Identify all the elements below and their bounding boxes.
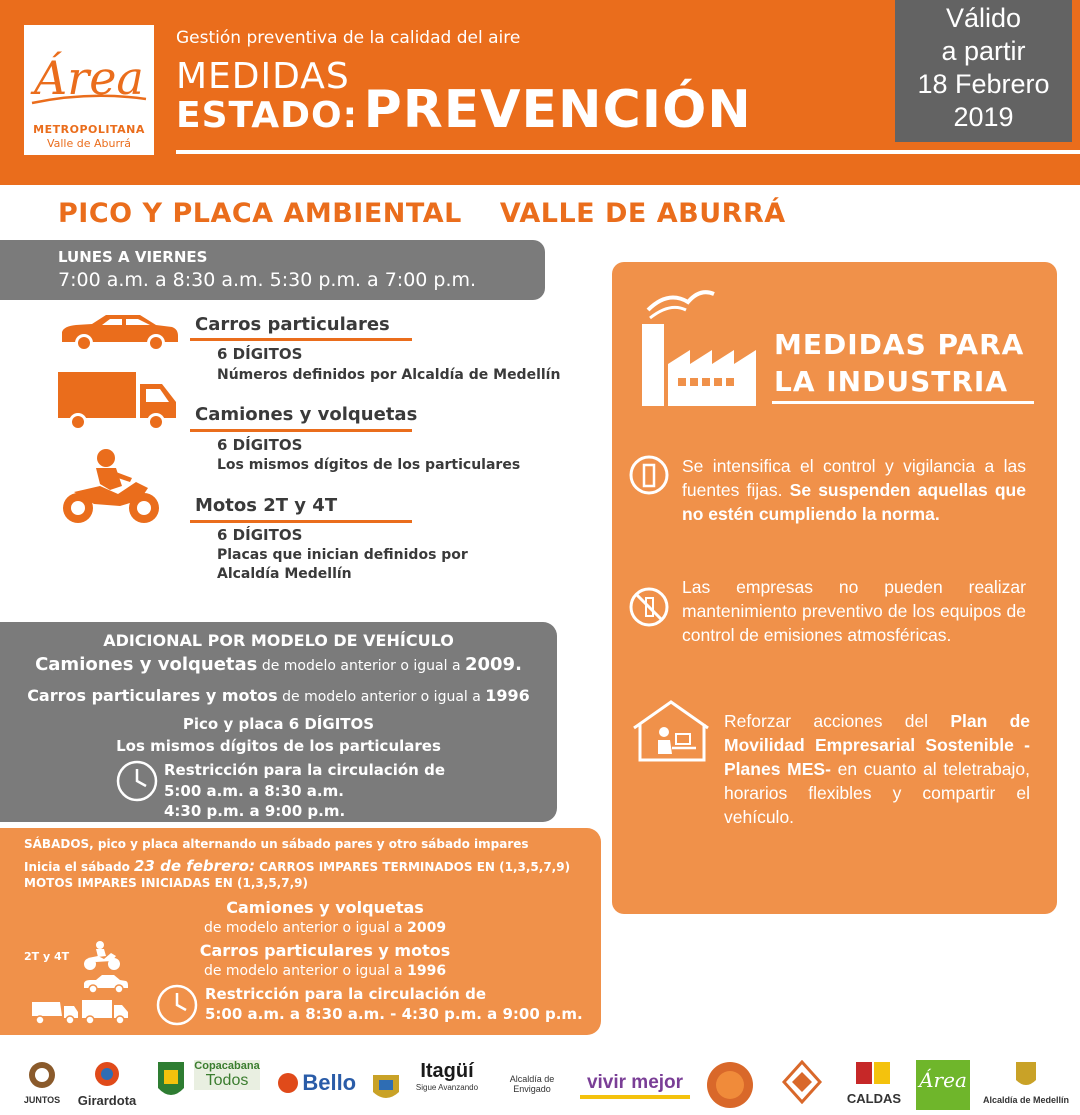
additional-restriction-pm: 4:30 p.m. a 9:00 p.m. bbox=[164, 802, 346, 820]
sabaneta-logo bbox=[704, 1060, 756, 1115]
industry-measure-3 bbox=[724, 709, 1030, 829]
vehicle-digits-motos: 6 DÍGITOS bbox=[217, 526, 303, 544]
saturday-restriction-title: Restricción para la circulación de bbox=[205, 985, 486, 1003]
schedule-bar bbox=[0, 240, 545, 300]
area-logo bbox=[916, 1060, 970, 1110]
valid-line3: 18 Febrero bbox=[917, 69, 1050, 99]
footer-logos bbox=[0, 1056, 1080, 1115]
additional-l1-year: 2009. bbox=[464, 654, 522, 675]
industry-p3-bold: Plan de Movilidad Empresarial Sostenible -Planes MES- bbox=[724, 711, 1030, 779]
caldas-text: CALDAS bbox=[846, 1091, 902, 1106]
title-right: VALLE DE ABURRÁ bbox=[499, 198, 786, 229]
additional-title: ADICIONAL POR MODELO DE VEHÍCULO bbox=[103, 631, 454, 650]
dump-truck-small-icon bbox=[30, 998, 80, 1026]
industry-panel bbox=[612, 262, 1057, 914]
additional-l1-text: de modelo anterior o igual a bbox=[257, 658, 465, 674]
additional-l2-year: 1996 bbox=[485, 686, 530, 705]
valid-line1: Válido bbox=[945, 3, 1022, 33]
car-small-icon bbox=[82, 974, 130, 994]
vehicle-title-cars: Carros particulares bbox=[195, 314, 390, 335]
estado-label: ESTADO: bbox=[176, 95, 359, 136]
truck-icon bbox=[58, 372, 180, 434]
additional-l1-bold: Camiones y volquetas bbox=[35, 654, 258, 675]
vehicle-divider-trucks bbox=[190, 429, 412, 432]
vehicle-desc-motos-line1: Placas que inician definidos por bbox=[217, 547, 468, 563]
title-left: PICO Y PLACA AMBIENTAL bbox=[58, 198, 462, 229]
vivir-mejor-bar bbox=[580, 1095, 690, 1099]
industry-measure-2: Las empresas no pueden realizar mantenimiento preventivo de los equipos de control de emisiones atmosféricas. bbox=[682, 577, 1026, 645]
valid-line2: a partir bbox=[941, 36, 1026, 66]
no-maintenance-icon bbox=[628, 586, 670, 628]
copacabana-text2: Todos bbox=[205, 1072, 249, 1089]
medellin-emblem-icon bbox=[1014, 1060, 1038, 1090]
additional-l2-bold: Carros particulares y motos bbox=[27, 686, 278, 705]
main-title bbox=[58, 198, 786, 229]
itagui-logo bbox=[412, 1060, 482, 1092]
header-estado bbox=[176, 80, 752, 140]
sabaneta-emblem-icon bbox=[705, 1060, 755, 1110]
girardota-emblem-icon bbox=[93, 1060, 121, 1088]
industry-p1-bold: Se suspenden aquellas que no estén cumpliendo la norma. bbox=[682, 480, 1026, 524]
saturday-line3: MOTOS IMPARES INICIADAS EN (1,3,5,7,9) bbox=[24, 876, 308, 890]
seal-logo bbox=[368, 1072, 404, 1109]
motorcycle-small-icon bbox=[82, 940, 122, 972]
medellin-logo bbox=[980, 1060, 1072, 1105]
industry-p3-post: en cuanto al teletrabajo, horarios flexibles y compartir el vehículo. bbox=[724, 759, 1030, 827]
itagui-text: Itagüí bbox=[420, 1060, 474, 1082]
industry-title-divider bbox=[772, 401, 1034, 404]
logo-line1: METROPOLITANA bbox=[33, 123, 145, 136]
area-logo-text: Área bbox=[919, 1068, 967, 1092]
saturday-trucks-title: Camiones y volquetas bbox=[226, 898, 424, 917]
industry-p1-text: Se intensifica el control y vigilancia a las fuentes fijas. bbox=[682, 456, 1026, 500]
saturday-l2-post: CARROS IMPARES TERMINADOS EN (1,3,5,7,9) bbox=[254, 860, 571, 874]
vehicle-desc-motos bbox=[217, 546, 468, 584]
area-metropolitana-logo bbox=[24, 25, 154, 155]
additional-line3: Pico y placa 6 DÍGITOS bbox=[182, 715, 375, 733]
vehicle-digits-cars: 6 DÍGITOS bbox=[217, 345, 303, 363]
industry-measure-1 bbox=[682, 454, 1026, 526]
saturday-line2 bbox=[24, 857, 570, 875]
juntos-emblem-icon bbox=[27, 1060, 57, 1090]
girardota-logo bbox=[72, 1060, 142, 1108]
vehicle-desc-trucks: Los mismos dígitos de los particulares bbox=[217, 457, 521, 473]
vehicle-divider-motos bbox=[190, 520, 412, 523]
saturday-cars-title: Carros particulares y motos bbox=[199, 941, 451, 960]
vehicle-desc-motos-line2: Alcaldía Medellín bbox=[217, 566, 352, 582]
additional-l2-text: de modelo anterior o igual a bbox=[277, 689, 486, 705]
valid-line4: 2019 bbox=[953, 102, 1014, 132]
vehicle-digits-trucks: 6 DÍGITOS bbox=[217, 436, 303, 454]
saturday-l2-pre: Inicia el sábado bbox=[24, 860, 134, 874]
saturday-box bbox=[0, 828, 601, 1035]
chimney-control-icon bbox=[628, 454, 670, 496]
envigado-text: Alcaldía de Envigado bbox=[509, 1074, 555, 1094]
medellin-text: Alcaldía de Medellín bbox=[982, 1095, 1070, 1105]
diamond-pattern-icon bbox=[780, 1060, 824, 1104]
saturday-l2-date: 23 de febrero: bbox=[134, 857, 255, 875]
truck-small-icon bbox=[82, 998, 130, 1026]
vivir-mejor-text: vivir mejor bbox=[586, 1072, 684, 1093]
saturday-trucks-model bbox=[160, 920, 490, 936]
additional-line4: Los mismos dígitos de los particulares bbox=[116, 737, 441, 755]
vehicle-title-motos: Motos 2T y 4T bbox=[195, 495, 338, 516]
header-subtitle: Gestión preventiva de la calidad del aire bbox=[176, 28, 521, 48]
copacabana-text: Copacabana bbox=[194, 1060, 260, 1072]
saturday-c2-year: 2009 bbox=[407, 920, 447, 936]
vehicle-divider-cars bbox=[190, 338, 412, 341]
schedule-days: LUNES A VIERNES bbox=[58, 248, 208, 266]
bello-text: Bello bbox=[302, 1070, 357, 1095]
saturday-restriction-hours: 5:00 a.m. a 8:30 a.m. - 4:30 p.m. a 9:00 p.m. bbox=[205, 1005, 583, 1023]
logo-swoosh-icon bbox=[30, 93, 148, 107]
industry-p3-pre: Reforzar acciones del bbox=[724, 711, 951, 731]
saturday-moto-label: 2T y 4T bbox=[24, 950, 70, 963]
clock-icon bbox=[115, 759, 159, 803]
header-banner bbox=[0, 0, 1080, 185]
estado-value: PREVENCIÓN bbox=[363, 80, 752, 140]
logo-script: Área bbox=[34, 51, 144, 105]
saturday-cars-model bbox=[160, 963, 490, 979]
girardota-text: Girardota bbox=[77, 1093, 137, 1108]
car-icon bbox=[58, 312, 182, 354]
additional-restriction-title: Restricción para la circulación de bbox=[164, 761, 445, 779]
additional-line1 bbox=[0, 654, 557, 675]
factory-icon bbox=[628, 280, 772, 408]
header-divider bbox=[176, 150, 1080, 154]
additional-box bbox=[0, 622, 557, 822]
caldas-emblem-icon bbox=[854, 1060, 894, 1086]
saturday-c4-year: 1996 bbox=[407, 963, 447, 979]
logo-line2: Valle de Aburrá bbox=[46, 137, 132, 150]
juntos-logo bbox=[20, 1060, 64, 1105]
saturday-line1: SÁBADOS, pico y placa alternando un sábado pares y otro sábado impares bbox=[24, 837, 529, 851]
vehicle-title-trucks: Camiones y volquetas bbox=[195, 404, 418, 425]
motorcycle-icon bbox=[60, 448, 164, 528]
la-estrella-logo bbox=[772, 1060, 832, 1109]
clock-icon-saturday bbox=[155, 983, 199, 1027]
schedule-hours: 7:00 a.m. a 8:30 a.m. 5:30 p.m. a 7:00 p.m. bbox=[58, 269, 477, 291]
saturday-c4-pre: de modelo anterior o igual a bbox=[203, 963, 408, 979]
vehicle-desc-cars: Números definidos por Alcaldía de Medellín bbox=[217, 367, 561, 383]
envigado-logo bbox=[492, 1074, 572, 1094]
additional-restriction-am: 5:00 a.m. a 8:30 a.m. bbox=[164, 782, 344, 800]
copacabana-seal-logo bbox=[154, 1060, 188, 1109]
copacabana-logo bbox=[194, 1060, 260, 1090]
industry-title-line2: LA INDUSTRIA bbox=[774, 365, 1009, 398]
itagui-text2: Sigue Avanzando bbox=[415, 1083, 479, 1092]
vivir-mejor-logo bbox=[580, 1072, 690, 1099]
valid-date-box bbox=[895, 0, 1072, 142]
saturday-c2-pre: de modelo anterior o igual a bbox=[203, 920, 408, 936]
caldas-logo bbox=[846, 1060, 902, 1106]
bello-logo bbox=[274, 1070, 360, 1096]
header-medidas: MEDIDAS bbox=[176, 56, 350, 97]
coat-of-arms-icon bbox=[370, 1072, 402, 1104]
telework-icon bbox=[630, 698, 712, 764]
juntos-text: JUNTOS bbox=[23, 1095, 61, 1105]
additional-line2 bbox=[0, 686, 557, 705]
shield-icon bbox=[156, 1060, 186, 1104]
industry-title-line1: MEDIDAS PARA bbox=[774, 328, 1025, 361]
bello-emblem-icon bbox=[278, 1073, 298, 1093]
